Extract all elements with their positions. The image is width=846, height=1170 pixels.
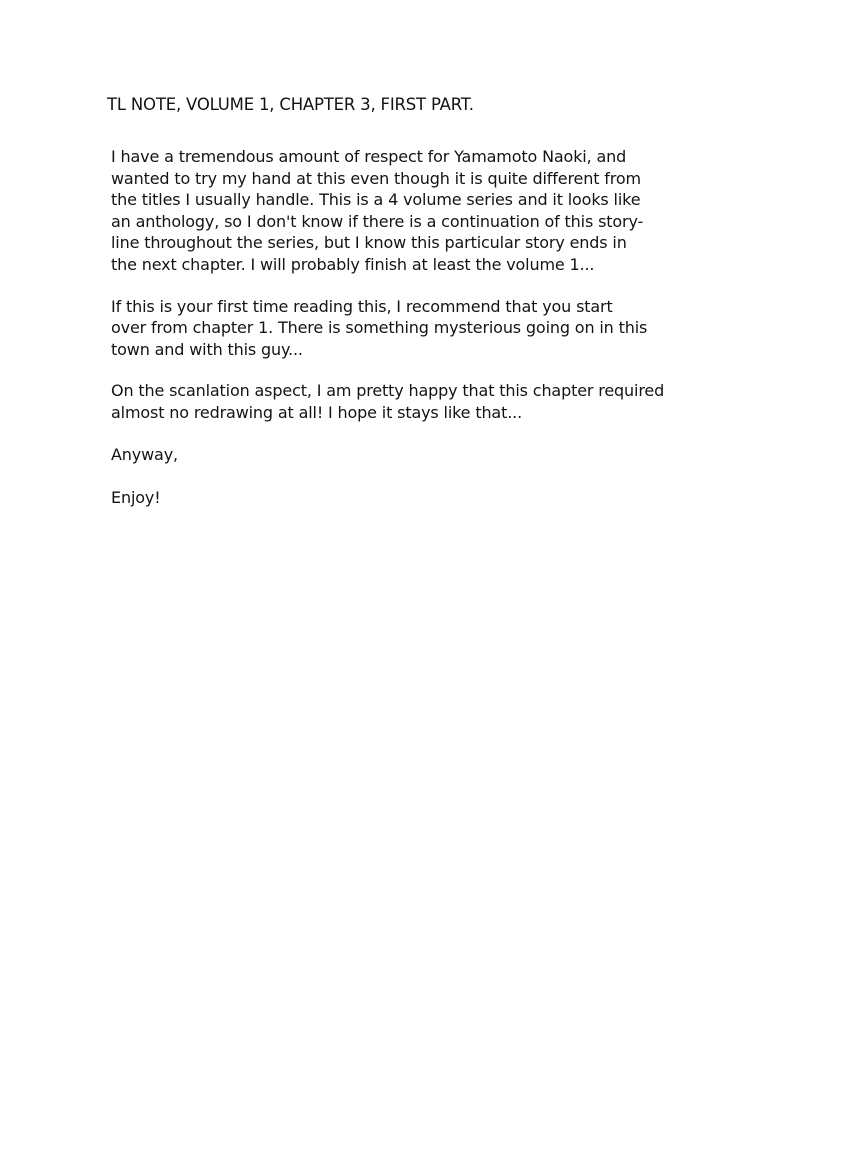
note-body bbox=[111, 146, 751, 529]
text-line: Anyway, bbox=[111, 444, 178, 464]
text-line: an anthology, so I don't know if there is a continuation of this story- bbox=[111, 211, 644, 231]
paragraph-first-time bbox=[111, 296, 751, 361]
text-line: line throughout the series, but I know this particular story ends in bbox=[111, 233, 627, 253]
paragraph-anyway bbox=[111, 444, 751, 466]
text-line: If this is your first time reading this, I recommend that you start bbox=[111, 296, 613, 316]
text-line: the next chapter. I will probably finish at least the volume 1... bbox=[111, 254, 595, 274]
text-line: I have a tremendous amount of respect for Yamamoto Naoki, and bbox=[111, 147, 627, 166]
text-line: Enjoy! bbox=[111, 488, 161, 508]
text-line: On the scanlation aspect, I am pretty happy that this chapter required bbox=[111, 381, 665, 401]
text-line: wanted to try my hand at this even though it is quite different from bbox=[111, 168, 641, 188]
paragraph-respect bbox=[111, 146, 751, 276]
paragraph-scanlation bbox=[111, 380, 751, 423]
text-line: the titles I usually handle. This is a 4 volume series and it looks like bbox=[111, 190, 641, 210]
page-title: TL NOTE, VOLUME 1, CHAPTER 3, FIRST PART. bbox=[107, 95, 474, 114]
text-line: town and with this guy... bbox=[111, 339, 303, 359]
text-line: almost no redrawing at all! I hope it stays like that... bbox=[111, 402, 523, 422]
text-line: over from chapter 1. There is something mysterious going on in this bbox=[111, 318, 648, 338]
paragraph-enjoy bbox=[111, 487, 751, 509]
